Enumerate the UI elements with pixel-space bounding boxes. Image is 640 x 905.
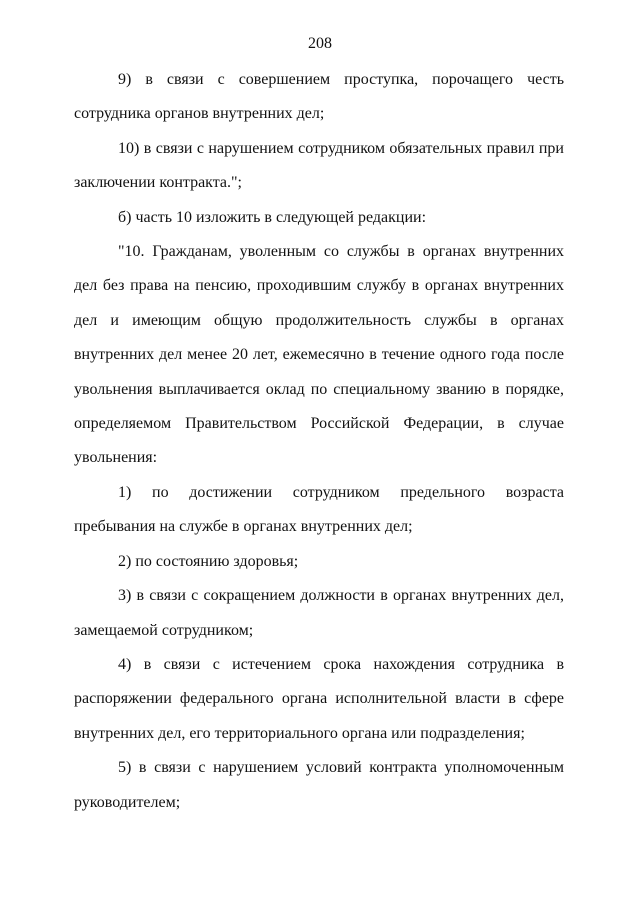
paragraph-part-10: "10. Гражданам, уволенным со службы в органах внутренних дел без права на пенсию, проходившим службу в органах внутренних дел и имеющим общую продолжительность службы в органах внутренних дел менее 20 лет, ежемесячно в течение одного года после увольнения выплачивается оклад по специальному званию в порядке, определяемом Правительством Российской Федерации, в случае увольнения: [74,243,564,467]
paragraph-item-3: 3) в связи с сокращением должности в органах внутренних дел, замещаемой сотрудником; [74,587,564,639]
document-body [74,63,564,820]
paragraph-amendment-b: б) часть 10 изложить в следующей редакции: [118,208,427,226]
paragraph-item-1: 1) по достижении сотрудником предельного возраста пребывания на службе в органах внутренних дел; [74,483,564,536]
paragraph-item-4: 4) в связи с истечением срока нахождения сотрудника в распоряжении федерального органа исполнительной власти в сфере внутренних дел, его территориального органа или подразделения; [74,655,564,742]
paragraph-item-9: 9) в связи с совершением проступка, порочащего честь сотрудника органов внутренних дел; [74,71,564,123]
paragraph-item-2: 2) по состоянию здоровья; [118,552,299,570]
page-number: 208 [308,35,332,52]
paragraph-item-10: 10) в связи с нарушением сотрудником обязательных правил при заключении контракта."; [74,139,564,192]
paragraph-item-5: 5) в связи с нарушением условий контракта уполномоченным руководителем; [74,759,564,811]
